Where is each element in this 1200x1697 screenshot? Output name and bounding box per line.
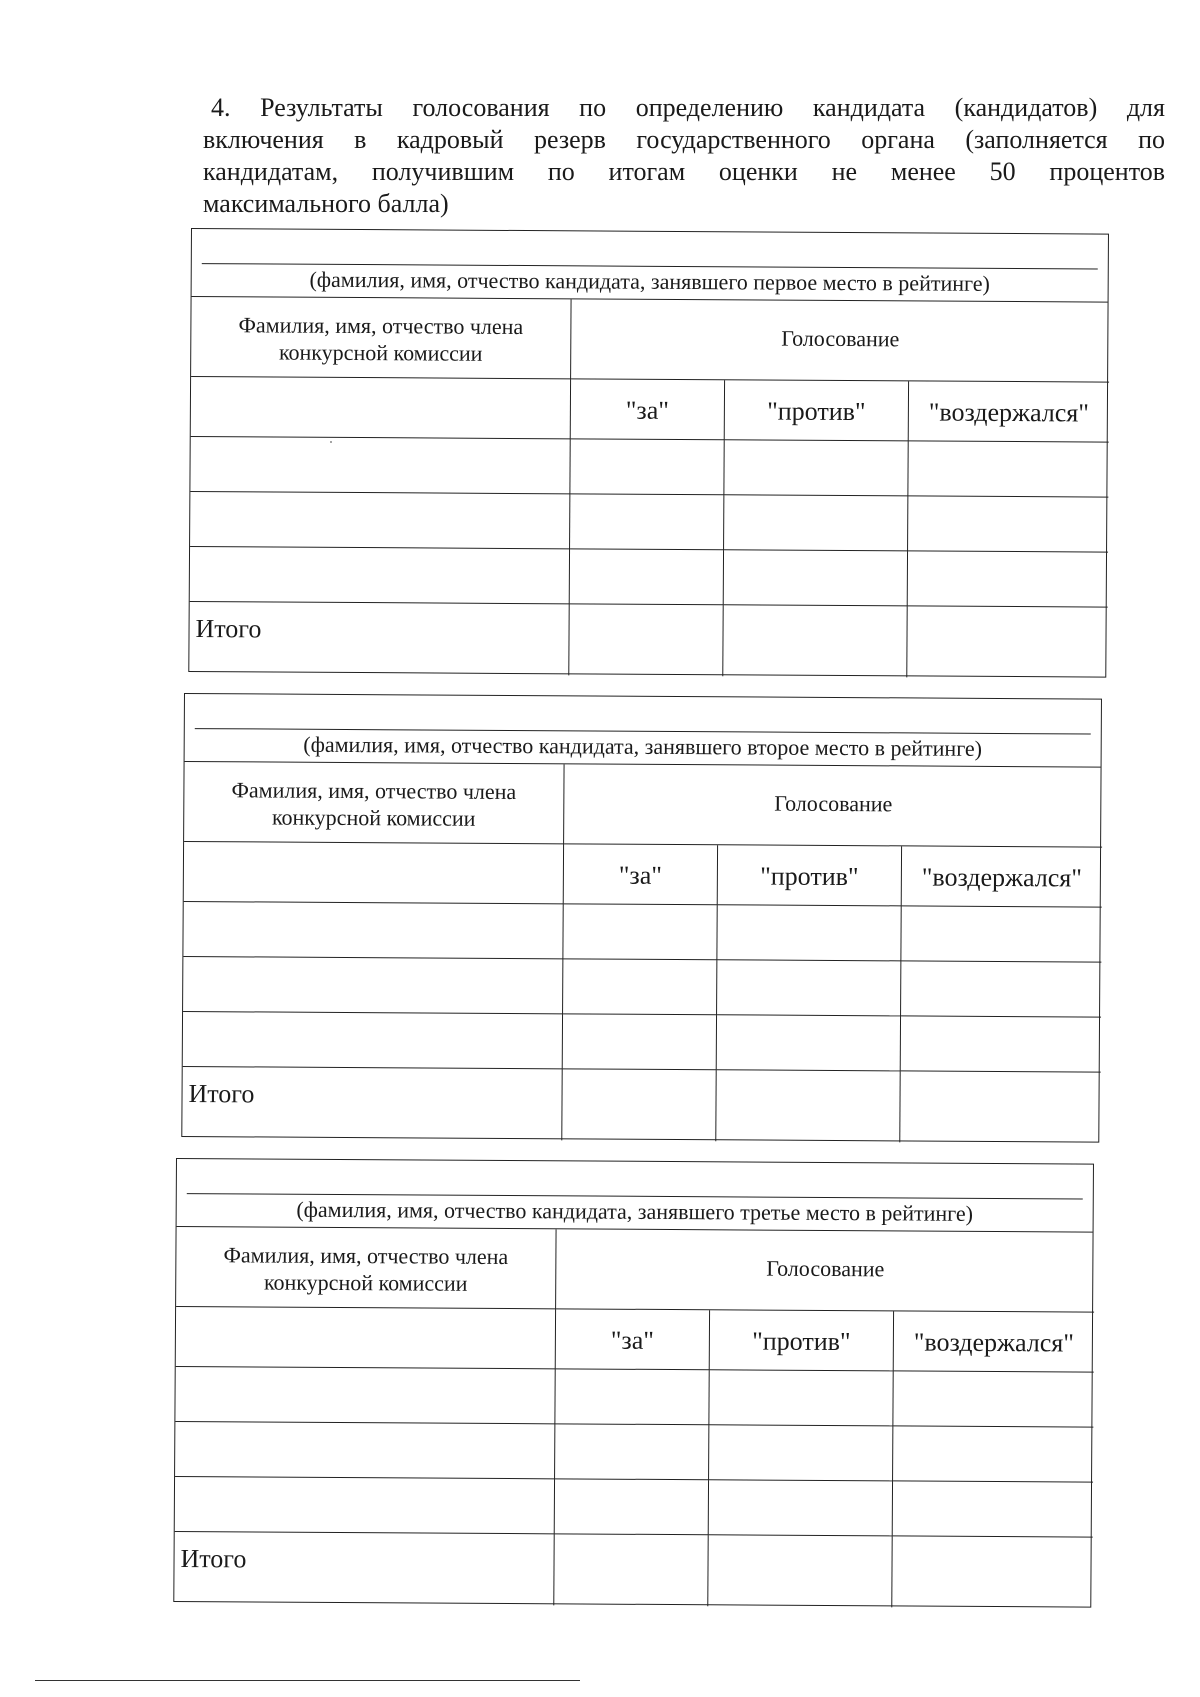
vote-against-cell[interactable] (717, 1015, 901, 1071)
column-header-abstained: "воздержался" (894, 1311, 1094, 1372)
member-header-line1: Фамилия, имя, отчество члена (238, 312, 524, 340)
vote-for-cell[interactable] (570, 494, 724, 550)
voting-header-label: Голосование (774, 790, 893, 817)
member-name-header (176, 1227, 556, 1309)
voting-table-second-place (181, 693, 1102, 1143)
vote-for-cell[interactable] (555, 1369, 709, 1425)
member-name-cell[interactable] (190, 492, 570, 549)
member-name-cell[interactable] (183, 902, 563, 959)
member-header-line2: конкурсной комиссии (278, 339, 483, 366)
vote-for-cell[interactable] (555, 1424, 709, 1480)
vote-abstained-cell[interactable] (893, 1426, 1093, 1482)
vote-against-cell[interactable] (709, 1480, 893, 1536)
voting-header-label: Голосование (781, 325, 900, 352)
vote-for-cell[interactable] (563, 904, 717, 960)
candidate-name-area (185, 694, 1101, 768)
vote-for-cell[interactable] (570, 439, 724, 495)
voting-grid (182, 762, 1100, 1144)
vote-abstained-cell[interactable] (908, 441, 1108, 497)
vote-against-cell[interactable] (724, 550, 908, 606)
heading-line: 4. Результаты голосования по определению кандидата (кандидатов) для (211, 93, 1165, 122)
member-header-line2: конкурсной комиссии (271, 804, 476, 831)
candidate-name-caption: (фамилия, имя, отчество кандидата, занявшего первое место в рейтинге) (309, 266, 990, 296)
column-header-for: "за" (556, 1309, 710, 1370)
scan-speck (330, 441, 332, 443)
vote-against-cell[interactable] (709, 1370, 893, 1426)
heading-line: кандидатам, получившим по итогам оценки не менее 50 процентов (203, 157, 1165, 186)
footnote-separator-line (35, 1680, 580, 1681)
member-header-line1: Фамилия, имя, отчество члена (231, 777, 517, 805)
candidate-name-caption: (фамилия, имя, отчество кандидата, занявшего третье место в рейтинге) (296, 1196, 974, 1226)
voting-header (571, 299, 1109, 382)
vote-against-cell[interactable] (717, 905, 901, 961)
member-name-cell[interactable] (175, 1422, 555, 1479)
member-header-line1: Фамилия, имя, отчество члена (223, 1242, 509, 1270)
voting-table-third-place (173, 1158, 1094, 1608)
member-name-cell[interactable] (183, 1012, 563, 1069)
member-name-cell[interactable] (176, 1307, 556, 1369)
vote-abstained-cell[interactable] (908, 496, 1108, 552)
vote-for-cell[interactable] (570, 549, 724, 605)
total-for-cell[interactable] (554, 1534, 708, 1606)
vote-against-cell[interactable] (717, 960, 901, 1016)
vote-abstained-cell[interactable] (893, 1371, 1093, 1427)
section-4-heading (203, 92, 1165, 220)
total-label-cell: Итого (182, 1067, 562, 1140)
member-name-cell[interactable] (184, 842, 564, 904)
total-against-cell[interactable] (723, 605, 907, 677)
voting-header (564, 764, 1102, 847)
member-name-cell[interactable] (191, 377, 571, 439)
voting-header (556, 1229, 1094, 1312)
member-name-header (191, 297, 571, 379)
member-name-cell[interactable] (175, 1477, 555, 1534)
total-for-cell[interactable] (562, 1069, 716, 1141)
heading-line: включения в кадровый резерв государственного органа (заполняется по (203, 125, 1165, 154)
candidate-name-area (192, 229, 1108, 303)
total-for-cell[interactable] (569, 604, 723, 676)
column-header-for: "за" (564, 844, 718, 905)
total-abstained-cell[interactable] (892, 1536, 1092, 1608)
voting-header-label: Голосование (766, 1255, 885, 1282)
member-header-line2: конкурсной комиссии (263, 1269, 468, 1296)
vote-for-cell[interactable] (555, 1479, 709, 1535)
total-abstained-cell[interactable] (900, 1071, 1100, 1143)
vote-against-cell[interactable] (724, 495, 908, 551)
candidate-name-area (177, 1159, 1093, 1233)
column-header-for: "за" (571, 379, 725, 440)
member-name-header (184, 762, 564, 844)
member-name-cell[interactable] (190, 437, 570, 494)
total-against-cell[interactable] (716, 1070, 900, 1142)
total-abstained-cell[interactable] (907, 606, 1107, 678)
vote-abstained-cell[interactable] (901, 1016, 1101, 1072)
candidate-name-caption: (фамилия, имя, отчество кандидата, занявшего второе место в рейтинге) (303, 731, 983, 761)
voting-grid (174, 1227, 1092, 1609)
vote-for-cell[interactable] (563, 1014, 717, 1070)
heading-line: максимального балла) (203, 189, 449, 218)
voting-table-first-place (188, 228, 1109, 678)
total-label-cell: Итого (189, 602, 569, 675)
vote-abstained-cell[interactable] (901, 906, 1101, 962)
column-header-against: "против" (710, 1310, 894, 1371)
vote-abstained-cell[interactable] (908, 551, 1108, 607)
member-name-cell[interactable] (175, 1367, 555, 1424)
voting-grid (189, 297, 1107, 679)
total-label-cell: Итого (174, 1532, 554, 1605)
vote-for-cell[interactable] (563, 959, 717, 1015)
column-header-against: "против" (718, 845, 902, 906)
member-name-cell[interactable] (190, 547, 570, 604)
vote-abstained-cell[interactable] (893, 1481, 1093, 1537)
column-header-against: "против" (725, 380, 909, 441)
vote-abstained-cell[interactable] (901, 961, 1101, 1017)
member-name-cell[interactable] (183, 957, 563, 1014)
column-header-abstained: "воздержался" (902, 846, 1102, 907)
vote-against-cell[interactable] (709, 1425, 893, 1481)
column-header-abstained: "воздержался" (909, 381, 1109, 442)
vote-against-cell[interactable] (724, 440, 908, 496)
total-against-cell[interactable] (708, 1535, 892, 1607)
